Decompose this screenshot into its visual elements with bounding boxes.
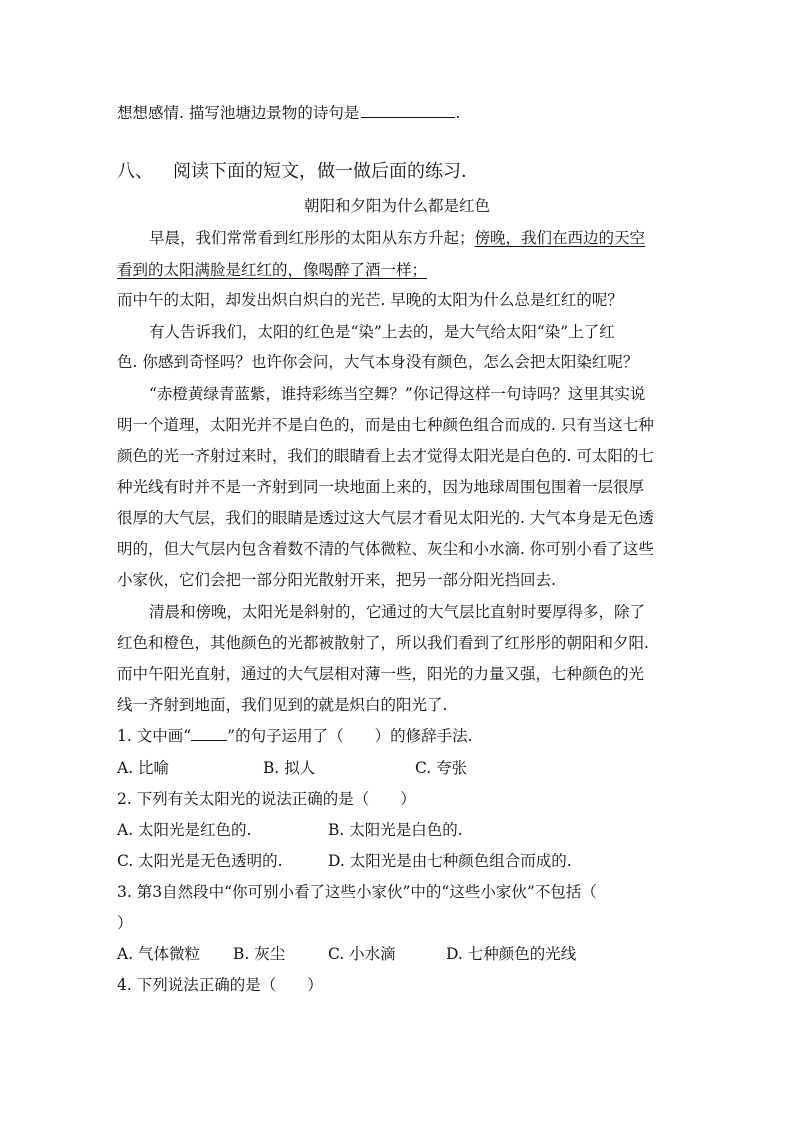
paragraph-line: 颜色的光一齐射过来时，我们的眼睛看上去才觉得太阳光是白色的. 可太阳的七 [117,447,654,465]
text-span: 早晨，我们常常看到红彤彤的太阳从东方升起； [149,229,475,247]
q2-option-b[interactable]: B. 太阳光是白色的. [328,821,463,839]
q3-option-a[interactable]: A. 气体微粒 [117,945,201,963]
q1-option-c[interactable]: C. 夸张 [415,759,468,777]
top-fill-line [117,103,460,123]
paragraph-line: “赤橙黄绿青蓝紫，谁持彩练当空舞？”你记得这样一句诗吗？这里其实说 [149,385,646,403]
q3-option-b[interactable]: B. 灰尘 [233,945,286,963]
paragraph-line: 很厚的大气层，我们的眼睛是透过这大气层才看见太阳光的. 大气本身是无色透 [117,509,654,527]
paragraph-line: 而中午阳光直射，通过的大气层相对薄一些，阳光的力量又强，七种颜色的光 [117,665,645,683]
paragraph-line: 明的，但大气层内包含着数不清的气体微粒、灰尘和小水滴. 你可别小看了这些 [117,540,654,558]
q1-text-a: 1. 文中画“ [117,727,192,745]
question-3: 3. 第3自然段中“你可别小看了这些小家伙”中的“这些小家伙”不包括（ [117,883,597,901]
top-prefix: 想想感情. 描写池塘边景物的诗句是 [117,104,360,122]
paragraph-line: 小家伙，它们会把一部分阳光散射开来，把另一部分阳光挡回去. [117,571,556,589]
section-heading-text: 阅读下面的短文，做一做后面的练习． [173,161,479,182]
question-2: 2. 下列有关太阳光的说法正确的是（ ） [117,790,416,808]
answer-blank[interactable] [361,103,455,118]
underlined-sentence: 看到的太阳满脸是红红的，像喝醉了酒一样； [117,261,428,279]
paragraph-line: 有人告诉我们，太阳的红色是“染”上去的，是大气给太阳“染”上了红 [149,323,615,341]
q3-option-c[interactable]: C. 小水滴 [328,945,396,963]
paragraph-line: 色. 你感到奇怪吗？也许你会问，大气本身没有颜色，怎么会把太阳染红呢？ [117,353,639,371]
top-suffix: . [455,104,461,122]
q3-option-d[interactable]: D. 七种颜色的光线 [446,945,577,963]
question-3-cont: ） [117,914,133,932]
section-heading [117,160,479,184]
paragraph-line: 种光线有时并不是一齐射到同一块地面上来的，因为地球周围包围着一层很厚 [117,478,645,496]
q2-option-d[interactable]: D. 太阳光是由七种颜色组合而成的. [328,852,572,870]
q1-option-a[interactable]: A. 比喻 [117,759,170,777]
paragraph-line [149,228,645,248]
underlined-sentence: 傍晚，我们在西边的天空 [474,229,646,247]
paragraph-line: 清晨和傍晚，太阳光是斜射的，它通过的大气层比直射时要厚得多，除了 [149,603,646,621]
paragraph-line: 明一个道理，太阳光并不是白色的，而是由七种颜色组合而成的. 只有当这七种 [117,416,654,434]
q2-option-c[interactable]: C. 太阳光是无色透明的. [117,852,283,870]
underline-sample [191,728,227,741]
paragraph-line: 红色和橙色，其他颜色的光都被散射了，所以我们看到了红彤彤的朝阳和夕阳. [117,634,649,652]
paragraph-line [117,260,427,280]
q1-option-b[interactable]: B. 拟人 [263,759,316,777]
section-number: 八、 [117,161,153,182]
q1-text-b: ”的句子运用了（ ）的修辞手法. [227,727,473,745]
question-4: 4. 下列说法正确的是（ ） [117,976,323,994]
paragraph-line: 而中午的太阳，却发出炽白炽白的光芒. 早晚的太阳为什么总是红红的呢？ [117,291,623,309]
question-1 [117,726,473,746]
q2-option-a[interactable]: A. 太阳光是红色的. [117,821,252,839]
paragraph-line: 线一齐射到地面，我们见到的就是炽白的阳光了. [117,696,448,714]
article-title: 朝阳和夕阳为什么都是红色 [303,197,490,215]
